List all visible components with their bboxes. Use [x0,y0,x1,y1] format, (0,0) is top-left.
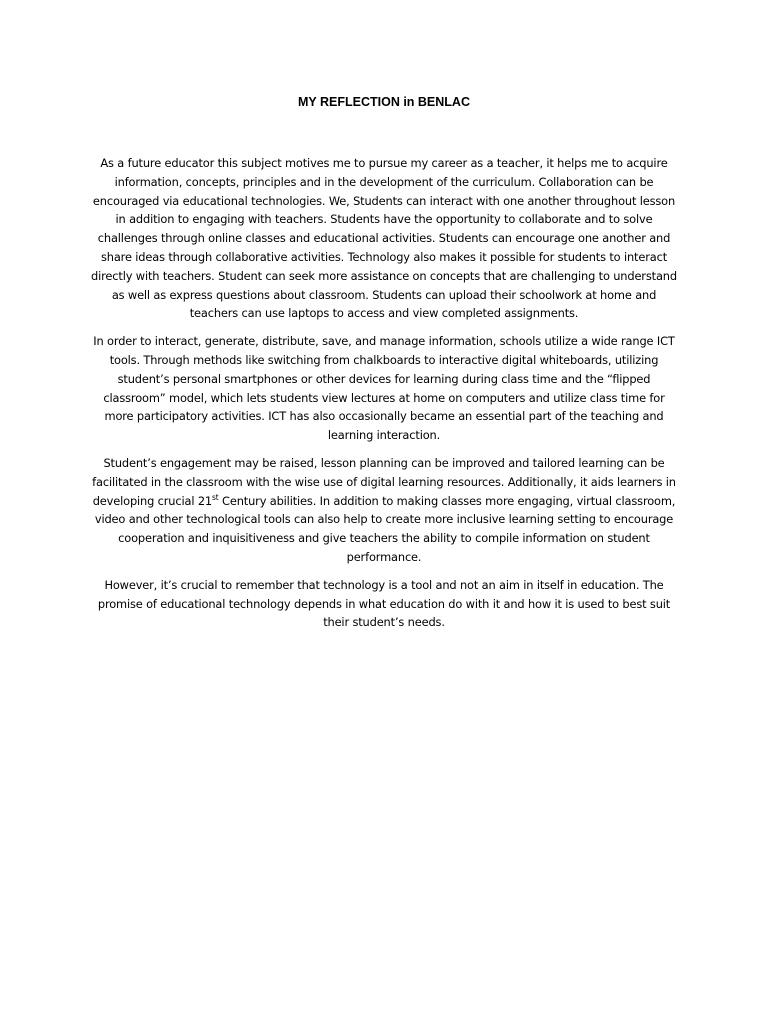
paragraph-3-superscript: st [212,492,219,502]
paragraph-3-text-b: Century abilities. In addition to making classes more engaging, virtual classroom, video and other technological tools can also help to create more inclusive learning setting to encourage cooperation and inquisitiveness and give teachers the ability to compile information on student performance. [94,493,676,564]
paragraph-3 [88,454,680,567]
paragraph-3-text-a: Student’s engagement may be raised, lesson planning can be improved and tailored learning can be facilitated in the classroom with the wise use of digital learning resources. Additionally, it aids learners in developing crucial 21 [92,455,676,508]
paragraph-4: However, it’s crucial to remember that technology is a tool and not an aim in itself in education. The promise of educational technology depends in what education do with it and how it is used to best suit their student’s needs. [97,577,671,630]
document-title: MY REFLECTION in BENLAC [298,95,470,109]
paragraph-2: In order to interact, generate, distribute, save, and manage information, schools utilize a wide range ICT tools. Through methods like switching from chalkboards to interactive digital whiteboards, utilizing student’s personal smartphones or other devices for learning during class time and the “flipped classroom” model, which lets students view lectures at home on computers and utilize class time for more participatory activities. ICT has also occasionally became an essential part of the teaching and learning interaction. [93,334,675,443]
paragraph-1: As a future educator this subject motives me to pursue my career as a teacher, it helps me to acquire information, concepts, principles and in the development of the curriculum. Collaboration can be encouraged via educational technologies. We, Students can interact with one another throughout lesson in addition to engaging with teachers. Students have the opportunity to collaborate and to solve challenges through online classes and educational activities. Students can encourage one another and share ideas through collaborative activities. Technology also makes it possible for students to interact directly with teachers. Student can seek more assistance on concepts that are challenging to understand as well as express questions about classroom. Students can upload their schoolwork at home and teachers can use laptops to access and view completed assignments. [91,156,677,321]
